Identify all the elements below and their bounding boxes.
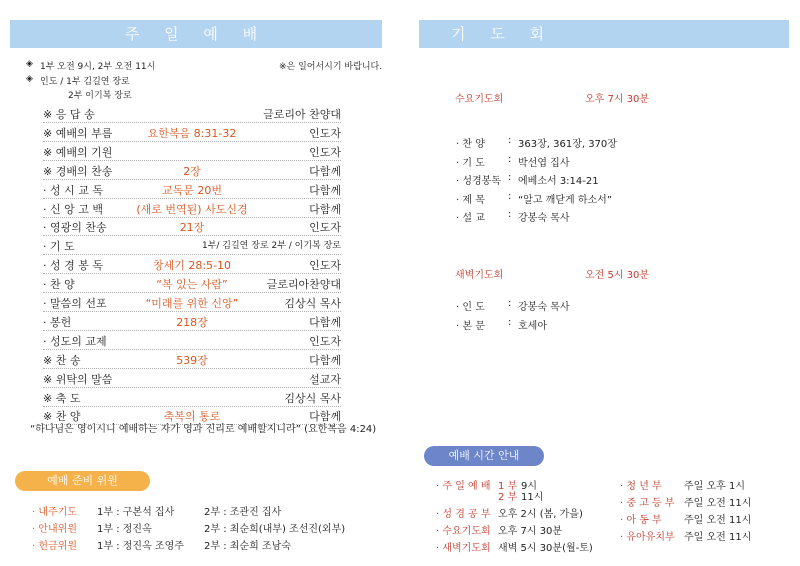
order-row	[43, 104, 341, 123]
diamond-icon: ◈	[26, 59, 33, 69]
sunday-worship-banner	[10, 20, 382, 48]
order-item: ※ 찬 송	[43, 353, 81, 367]
detail-key: · 설 교	[456, 213, 485, 224]
order-row	[43, 388, 341, 407]
schedule-title: 예배 시간 안내	[448, 449, 520, 462]
order-detail: “복 있는 사람”	[156, 278, 228, 292]
detail-value: 363장, 361장, 370장	[518, 139, 617, 150]
order-item: ※ 위탁의 말씀	[43, 372, 113, 386]
order-row	[43, 199, 341, 218]
order-leader: 글로리아 찬양대	[263, 108, 341, 121]
order-leader: 인도자	[309, 259, 341, 273]
order-row	[43, 293, 341, 312]
detail-colon: :	[508, 135, 512, 146]
detail-key: · 성경봉독	[456, 176, 501, 187]
order-item: ※ 축 도	[43, 391, 81, 405]
committee-part1: 1부 : 구본석 집사	[97, 507, 175, 518]
committee-part2: 2부 : 최순희 조남숙	[204, 541, 291, 552]
committee-role: · 내주기도	[32, 507, 77, 518]
order-row	[43, 236, 341, 255]
schedule-time: 새벽 5시 30분(월-토)	[498, 543, 593, 554]
schedule-time: 9시	[521, 481, 538, 492]
detail-value: 강봉숙 목사	[518, 213, 570, 224]
order-leader: 인도자	[309, 145, 341, 159]
order-row	[43, 350, 341, 369]
detail-colon: :	[508, 153, 512, 165]
order-leader: 1부/ 김길연 장로 2부 / 이기복 장로	[201, 241, 341, 252]
detail-key: · 본 문	[456, 320, 485, 332]
order-leader: 설교자	[309, 372, 341, 386]
schedule-name: · 성 경 공 부	[436, 509, 491, 520]
sunday-worship-title: 주 일 예 배	[124, 25, 268, 43]
order-item: · 신 앙 고 백	[43, 202, 103, 216]
order-detail: 21장	[179, 221, 205, 235]
order-leader: 인도자	[309, 334, 341, 348]
schedule-time: 주일 오전 11시	[684, 515, 752, 526]
committee-pill	[15, 471, 150, 491]
detail-colon: :	[508, 190, 512, 202]
committee-title: 예배 준비 위원	[47, 474, 118, 487]
order-detail: 축복의 통로	[163, 410, 221, 424]
schedule-time: 오후 2시 (봄, 가을)	[498, 509, 583, 520]
order-detail: 218장	[176, 315, 208, 329]
order-item: ※ 경배의 찬송	[43, 164, 113, 178]
order-row	[43, 331, 341, 350]
schedule-time: 주일 오후 1시	[684, 481, 746, 492]
schedule-name: · 새벽기도회	[436, 543, 491, 554]
schedule-name: · 유아유치부	[620, 532, 675, 543]
detail-value: 박선엽 집사	[518, 157, 570, 169]
order-leader: 다함께	[309, 410, 341, 424]
worship-leader-1: 인도 / 1부 김길연 장로	[40, 77, 130, 87]
schedule-pill	[424, 446, 544, 466]
order-item: · 기 도	[43, 240, 75, 254]
detail-colon: :	[508, 209, 512, 220]
order-detail: 539장	[176, 353, 208, 367]
order-item: · 말씀의 선포	[43, 297, 107, 310]
order-item: · 성 시 교 독	[43, 183, 103, 197]
order-row	[43, 274, 341, 293]
order-row	[43, 142, 341, 161]
order-leader: 다함께	[309, 315, 341, 329]
order-leader: 김상식 목사	[284, 391, 341, 405]
committee-part1: 1부 : 정진옥 조영주	[97, 541, 184, 552]
detail-value: “알고 깨닫게 하소서”	[518, 194, 612, 206]
order-row	[43, 312, 341, 331]
dawn-meeting-name: 새벽기도회	[455, 270, 504, 281]
order-row	[43, 161, 341, 180]
schedule-time: 주일 오전 11시	[684, 498, 752, 509]
schedule-name: · 아 동 부	[620, 515, 662, 526]
committee-part1: 1부 : 정진옥	[97, 524, 152, 535]
detail-colon: :	[508, 316, 512, 328]
order-row	[43, 255, 341, 274]
order-row	[43, 180, 341, 199]
detail-colon: :	[508, 298, 512, 309]
committee-role: · 헌금위원	[32, 541, 77, 552]
order-item: ※ 예배의 부름	[43, 126, 113, 140]
wed-meeting-name: 수요기도회	[455, 94, 504, 105]
order-leader: 글로리아찬양대	[266, 278, 341, 292]
committee-role: · 안내위원	[32, 524, 77, 535]
schedule-name: · 주 일 예 배	[436, 481, 491, 492]
service-times: 1부 오전 9시, 2부 오전 11시	[40, 62, 156, 72]
detail-value: 호세아	[518, 320, 547, 332]
schedule-sub: 2 부	[498, 492, 518, 503]
detail-key: · 인 도	[456, 302, 485, 313]
schedule-time: 11시	[521, 492, 544, 503]
detail-value: 강봉숙 목사	[518, 302, 570, 313]
order-leader: 인도자	[309, 126, 341, 140]
schedule-time: 주일 오전 11시	[684, 532, 752, 543]
worship-leader-2: 2부 이기복 장로	[68, 91, 132, 101]
order-row	[43, 217, 341, 236]
order-item: · 영광의 찬송	[43, 221, 107, 235]
order-leader: 김상식 목사	[284, 297, 341, 310]
committee-part2: 2부 : 최순희(내부) 조선진(외부)	[204, 524, 346, 535]
prayer-meeting-banner	[419, 20, 789, 48]
committee-part2: 2부 : 조관진 집사	[204, 507, 282, 518]
order-leader: 다함께	[309, 164, 341, 178]
order-item: ※ 응 답 송	[43, 108, 95, 121]
schedule-sub: 1 부	[498, 481, 518, 492]
order-detail: 교독문 20번	[162, 183, 222, 197]
schedule-name: · 수요기도회	[436, 526, 491, 537]
prayer-meeting-title: 기 도 회	[451, 25, 555, 43]
order-detail: 2장	[183, 164, 201, 178]
order-item: · 찬 양	[43, 278, 75, 292]
order-leader: 인도자	[309, 221, 341, 235]
detail-key: · 찬 양	[456, 139, 485, 150]
order-detail: (새로 번역된) 사도신경	[136, 202, 248, 216]
order-item: ※ 예배의 기원	[43, 145, 113, 159]
order-item: · 성도의 교제	[43, 334, 107, 348]
standing-note: ※은 일어서시기 바랍니다.	[279, 62, 383, 72]
dawn-meeting-time: 오전 5시 30분	[585, 270, 650, 281]
order-detail: “미래를 위한 신앙”	[145, 297, 239, 310]
schedule-name: · 청 년 부	[620, 481, 662, 492]
order-leader: 다함께	[309, 183, 341, 197]
scripture-verse: “하나님은 영이시니 예배하는 자가 영과 진리로 예배할지니라” (요한복음 4:24)	[30, 424, 377, 435]
order-detail: 요한복음 8:31-32	[147, 126, 237, 140]
order-item: · 성 경 봉 독	[43, 259, 103, 273]
wed-meeting-time: 오후 7시 30분	[585, 94, 650, 105]
order-detail: 창세기 28:5-10	[152, 259, 232, 273]
detail-colon: :	[508, 172, 512, 183]
order-row	[43, 123, 341, 142]
detail-value: 에베소서 3:14-21	[518, 176, 599, 187]
detail-key: · 기 도	[456, 157, 485, 169]
order-item: ※ 찬 양	[43, 410, 81, 424]
detail-key: · 제 목	[456, 194, 485, 206]
schedule-name: · 중 고 등 부	[620, 498, 675, 509]
order-row	[43, 369, 341, 388]
diamond-icon: ◈	[26, 74, 33, 84]
order-item: · 봉헌	[43, 315, 72, 329]
order-leader: 다함께	[309, 202, 341, 216]
schedule-time: 오후 7시 30분	[498, 526, 563, 537]
order-leader: 다함께	[309, 353, 341, 367]
